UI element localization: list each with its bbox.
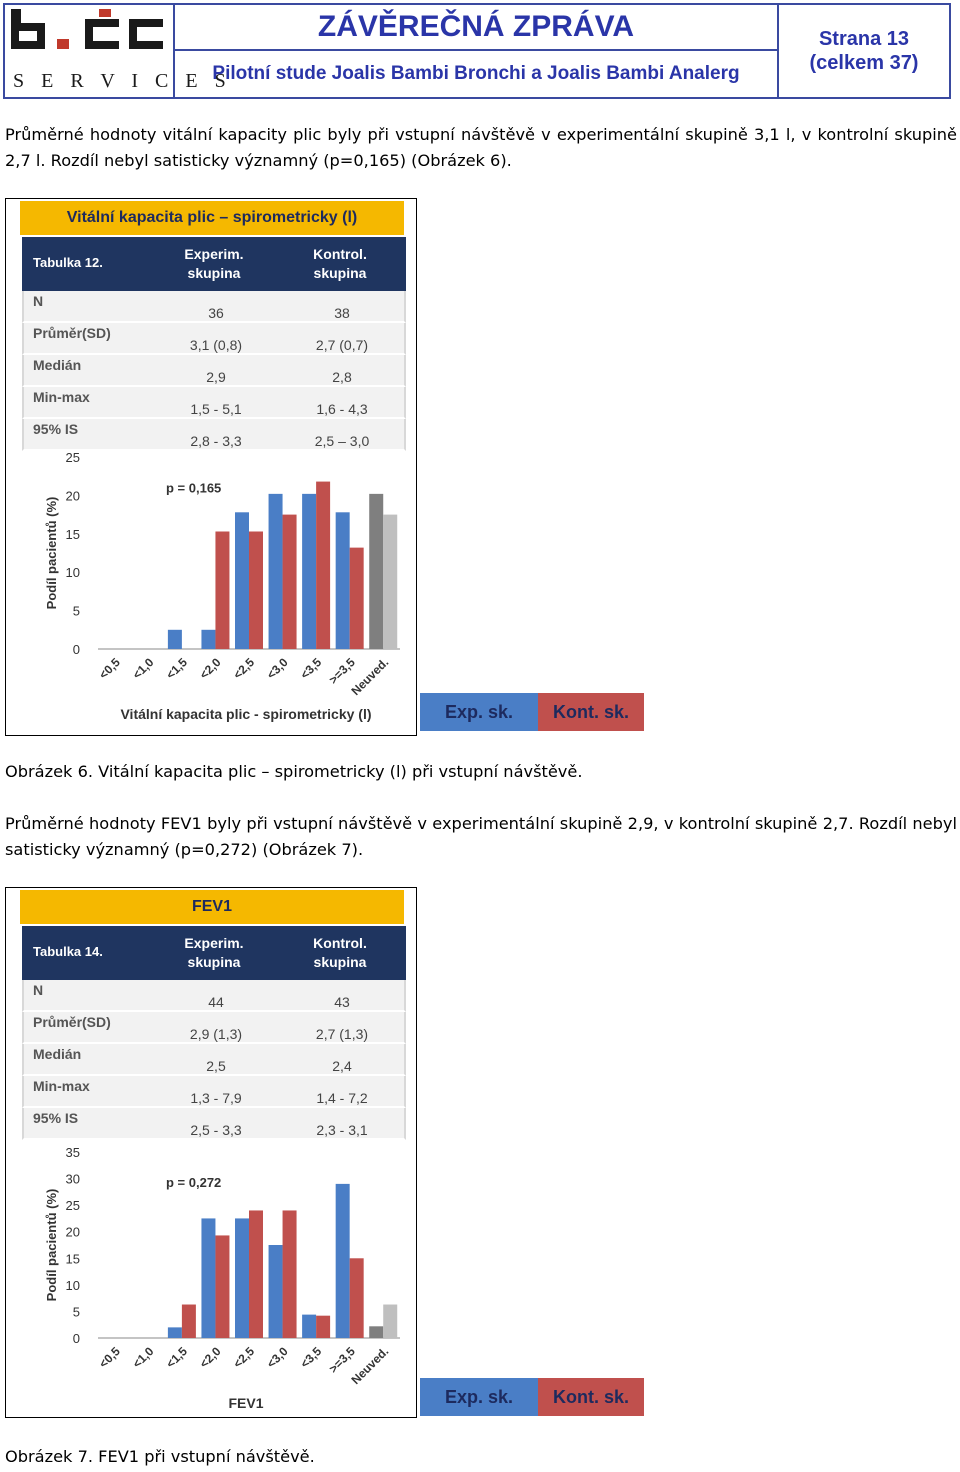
figure-caption: Obrázek 7. FEV1 při vstupní návštěvě. [5,1447,315,1466]
histogram-chart [6,199,416,735]
x-axis-label: FEV1 [228,1395,264,1411]
bar-kont [283,515,297,649]
bar-exp [201,630,215,649]
bar-kont [383,515,397,649]
bar-exp [302,1315,316,1338]
bar-kont [316,482,330,649]
table-name: Tabulka 14. [33,944,103,959]
table-row: Průměr(SD) 2,9 (1,3) 2,7 (1,3) [22,1012,406,1044]
x-tick-label: <2,5 [230,1344,258,1371]
bar-kont [182,1305,196,1338]
y-tick-label: 5 [72,1304,80,1320]
bar-kont [249,531,263,649]
bar-kont [215,1235,229,1338]
x-tick-label: >=3,5 [326,1344,358,1376]
table-row: Průměr(SD) 3,1 (0,8) 2,7 (0,7) [22,323,406,355]
chart-legend [420,693,644,731]
col-kont-header: Kontrol. skupina [313,935,367,970]
y-tick-label: 15 [65,526,80,542]
y-axis-label: Podíl pacientů (%) [44,496,59,610]
x-tick-label: <1,0 [129,655,157,682]
x-tick-label: <1,0 [129,1344,157,1371]
col-exp-header: Experim. skupina [184,935,244,970]
y-tick-label: 10 [65,565,80,581]
paragraph-fev1: Průměrné hodnoty FEV1 byly při vstupní návštěvě v experimentální skupině 2,9, v kontrolní skupině 2,7. Rozdíl nebyl satisticky významný (p=0,272) (Obrázek 7). [5,814,957,859]
table-row: N 44 43 [22,980,406,1012]
y-tick-label: 0 [72,1331,80,1346]
bar-exp [302,494,316,649]
svg-text:S E R V I C E S: S E R V I C E S [13,70,232,92]
bar-exp [269,1245,283,1338]
legend-exp: Exp. sk. [420,693,538,731]
bar-exp [235,512,249,649]
x-tick-label: <3,5 [297,655,325,682]
bar-kont [316,1316,330,1338]
figure-fev1 [5,887,417,1418]
bar-exp [336,1184,350,1338]
table-row: Medián 2,5 2,4 [22,1044,406,1076]
table-name: Tabulka 12. [33,255,103,270]
y-tick-label: 25 [65,450,80,465]
bar-exp [336,512,350,649]
bar-exp [168,1327,182,1338]
bar-kont [215,531,229,649]
y-tick-label: 20 [65,1224,80,1240]
page-total: (celkem 37) [809,52,919,74]
bar-exp [235,1218,249,1338]
y-tick-label: 0 [72,642,80,657]
table-row: 95% IS 2,5 - 3,3 2,3 - 3,1 [22,1108,406,1140]
legend-kont: Kont. sk. [538,1378,644,1416]
figure-caption: Obrázek 6. Vitální kapacita plic – spirometricky (l) při vstupní návštěvě. [5,762,583,781]
bar-kont [249,1210,263,1338]
y-tick-label: 5 [72,603,80,619]
x-tick-label: <3,5 [297,1344,325,1371]
x-tick-label: <2,0 [196,655,224,682]
table-row: Min-max 1,3 - 7,9 1,4 - 7,2 [22,1076,406,1108]
bar-kont [350,548,364,649]
y-tick-label: 35 [65,1145,80,1160]
y-tick-label: 15 [65,1251,80,1267]
histogram-chart [6,888,416,1417]
x-tick-label: <1,5 [163,655,191,682]
y-tick-label: 10 [65,1277,80,1293]
paragraph-vital-capacity: Průměrné hodnoty vitální kapacity plic byly při vstupní návštěvě v experimentální skupině 3,1 l, v kontrolní skupině 2,7 l. Rozdíl nebyl satisticky významný (p=0,165) (Obrázek 6). [5,125,957,170]
bar-exp [168,630,182,649]
p-value-annotation: p = 0,272 [166,1174,222,1190]
x-tick-label: Neuved. [348,655,392,699]
bar-exp [369,1326,383,1338]
report-header [3,3,951,99]
x-axis-label: Vitální kapacita plic - spirometricky (l) [120,706,372,722]
x-tick-label: <2,5 [230,655,258,682]
figure-title: FEV1 [20,890,404,924]
dsc-logo-mark [5,5,232,97]
legend-exp: Exp. sk. [420,1378,538,1416]
col-kont-header: Kontrol. skupina [313,246,367,281]
x-tick-label: <0,5 [96,655,123,682]
y-tick-label: 30 [65,1171,80,1187]
p-value-annotation: p = 0,165 [166,480,222,496]
bar-exp [269,494,283,649]
y-tick-label: 20 [65,488,80,504]
x-tick-label: <1,5 [163,1344,191,1371]
dsc-services-logo [5,5,232,97]
x-tick-label: <3,0 [264,655,291,682]
report-title: ZÁVĚREČNÁ ZPRÁVA [175,5,777,51]
page-number [779,5,949,97]
table-row: N 36 38 [22,291,406,323]
x-tick-label: <3,0 [264,1344,291,1371]
bar-kont [283,1210,297,1338]
x-tick-label: >=3,5 [326,655,358,687]
bar-exp [369,494,383,649]
table-row: 95% IS 2,8 - 3,3 2,5 – 3,0 [22,419,406,451]
col-exp-header: Experim. skupina [184,246,244,281]
x-tick-label: Neuved. [348,1344,392,1388]
x-tick-label: <0,5 [96,1344,123,1371]
x-tick-label: <2,0 [196,1344,224,1371]
bar-kont [350,1258,364,1338]
bar-exp [201,1218,215,1338]
study-subtitle: Pilotní stude Joalis Bambi Bronchi a Joalis Bambi Analerg [212,63,740,84]
legend-kont: Kont. sk. [538,693,644,731]
table-row: Min-max 1,5 - 5,1 1,6 - 4,3 [22,387,406,419]
y-axis-label: Podíl pacientů (%) [44,1188,59,1302]
page-current: Strana 13 [818,28,910,50]
y-tick-label: 25 [65,1198,80,1214]
figure-vital-capacity [5,198,417,736]
table-row: Medián 2,9 2,8 [22,355,406,387]
bar-kont [383,1305,397,1338]
chart-legend [420,1378,644,1416]
figure-title: Vitální kapacita plic – spirometricky (l) [20,201,404,235]
